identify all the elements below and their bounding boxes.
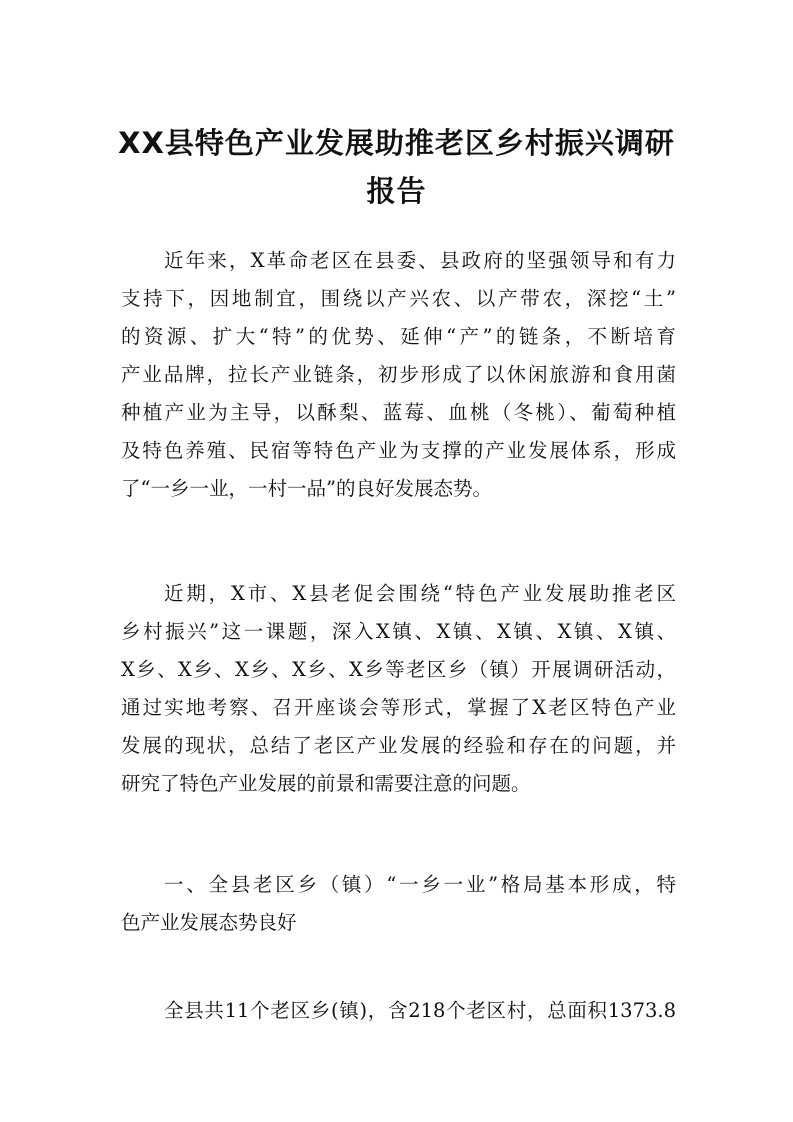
paragraph-line: 产业品牌，拉长产业链条，初步形成了以休闲旅游和食用菌 xyxy=(121,363,676,386)
paragraph-line: 乡村振兴”这一课题，深入X镇、X镇、X镇、X镇、X镇、 xyxy=(121,620,676,643)
paragraph-line: X乡、X乡、X乡、X乡、X乡等老区乡（镇）开展调研活动， xyxy=(121,658,676,681)
paragraph-line: 支持下，因地制宜，围绕以产兴农、以产带农，深挖“土” xyxy=(121,287,676,310)
document-title-line-1: XX县特色产业发展助推老区乡村振兴调研 xyxy=(118,126,675,160)
section-heading-line: 色产业发展态势良好 xyxy=(121,911,297,934)
paragraph-line: 种植产业为主导，以酥梨、蓝莓、血桃（冬桃）、葡萄种植 xyxy=(121,401,676,424)
section-heading xyxy=(121,866,676,942)
paragraph-line: 发展的现状，总结了老区产业发展的经验和存在的问题，并 xyxy=(121,734,676,757)
paragraph-line: 了“一乡一业，一村一品”的良好发展态势。 xyxy=(121,477,492,500)
paragraph-line: 的资源、扩大“特”的优势、延伸“产”的链条，不断培育 xyxy=(121,325,676,348)
paragraph-line: 全县共11个老区乡(镇)，含218个老区村，总面积1373.8 xyxy=(164,999,676,1022)
paragraph-line: 近期，X市、X县老促会围绕“特色产业发展助推老区 xyxy=(164,582,676,605)
document-title-line-2: 报告 xyxy=(366,174,427,208)
paragraph-line: 通过实地考察、召开座谈会等形式，掌握了X老区特色产业 xyxy=(121,696,676,719)
paragraph-statistics xyxy=(121,992,676,1030)
paragraph-intro xyxy=(121,242,676,508)
paragraph-line: 近年来，X革命老区在县委、县政府的坚强领导和有力 xyxy=(164,249,676,272)
paragraph-line: 研究了特色产业发展的前景和需要注意的问题。 xyxy=(121,772,531,795)
paragraph-survey xyxy=(121,575,676,803)
paragraph-line: 及特色养殖、民宿等特色产业为支撑的产业发展体系，形成 xyxy=(121,439,676,462)
section-heading-line: 一、全县老区乡（镇）“一乡一业”格局基本形成，特 xyxy=(164,873,676,896)
